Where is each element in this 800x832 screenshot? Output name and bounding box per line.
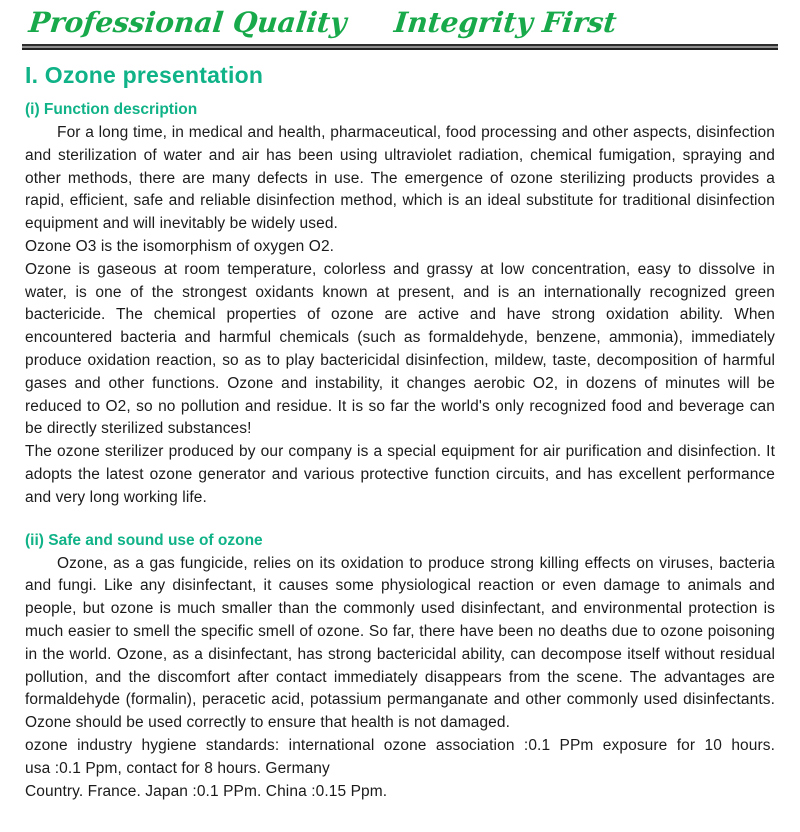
motto-part-professional-quality: Professional Quality	[27, 6, 349, 39]
section-heading-safe-use: (ii) Safe and sound use of ozone	[25, 531, 263, 549]
paragraph-usa-standard: usa :0.1 Ppm, contact for 8 hours. Germany	[25, 759, 330, 777]
paragraph-company-sterilizer: The ozone sterilizer produced by our company is a special equipment for air purification and disinfection. It adopts the latest ozone generator and various protective function circuits, and has excellent performance and very long working life.	[25, 443, 775, 506]
section-safe-use-of-ozone	[25, 531, 775, 804]
paragraph-country-standards: Country. France. Japan :0.1 PPm. China :0.15 Ppm.	[25, 782, 388, 800]
page-header	[25, 5, 775, 50]
section-heading-function-description: (i) Function description	[25, 101, 198, 118]
page-title: I. Ozone presentation	[25, 62, 264, 88]
paragraph-hygiene-standards: ozone industry hygiene standards: international ozone association :0.1 PPm exposure for 10 hours.	[25, 736, 775, 754]
header-divider-rule	[22, 44, 778, 50]
paragraph-ozone-isomorphism: Ozone O3 is the isomorphism of oxygen O2.	[25, 237, 335, 255]
company-motto	[27, 5, 779, 41]
paragraph-ozone-fungicide: Ozone, as a gas fungicide, relies on its oxidation to produce strong killing effects on viruses, bacteria and fungi. Like any disinfectant, it causes some physiological reaction or even damage to animals and people, but ozone is much smaller than the commonly used disinfectant, and environmental protection is much easier to smell the specific smell of ozone. So far, there have been no deaths due to ozone poisoning in the world. Ozone, as a disinfectant, has strong bactericidal ability, can decompose itself without residual pollution, and the discomfort after contact immediately disappears from the scene. The advantages are formaldehyde (formalin), peracetic acid, potassium permanganate and other commonly used disinfectants. Ozone should be used correctly to ensure that health is not damaged.	[25, 554, 775, 732]
section-function-description	[25, 100, 775, 510]
paragraph-ozone-properties: Ozone is gaseous at room temperature, colorless and grassy at low concentration, easy to dissolve in water, is one of the strongest oxidants known at present, and is an internationally recognized green bactericide. The chemical properties of ozone are active and have strong oxidation ability. When encountered bacteria and harmful chemicals (such as formaldehyde, benzene, ammonia), immediately produce oxidation reaction, so as to play bactericidal disinfection, mildew, taste, decomposition of harmful gases and other functions. Ozone and instability, it changes aerobic O2, in dozens of minutes will be reduced to O2, so no pollution and residue. It is so far the world's only recognized food and beverage can be directly sterilized substances!	[25, 260, 775, 438]
paragraph-function-intro: For a long time, in medical and health, pharmaceutical, food processing and other aspects, disinfection and sterilization of water and air has been using ultraviolet radiation, chemical fumigation, spraying and other methods, there are many defects in use. The emergence of ozone sterilizing products provides a rapid, efficient, safe and reliable disinfection method, which is an ideal substitute for traditional disinfection equipment and will inevitably be widely used.	[25, 124, 775, 233]
document-body	[25, 61, 775, 803]
motto-part-integrity-first: Integrity First	[392, 6, 619, 39]
